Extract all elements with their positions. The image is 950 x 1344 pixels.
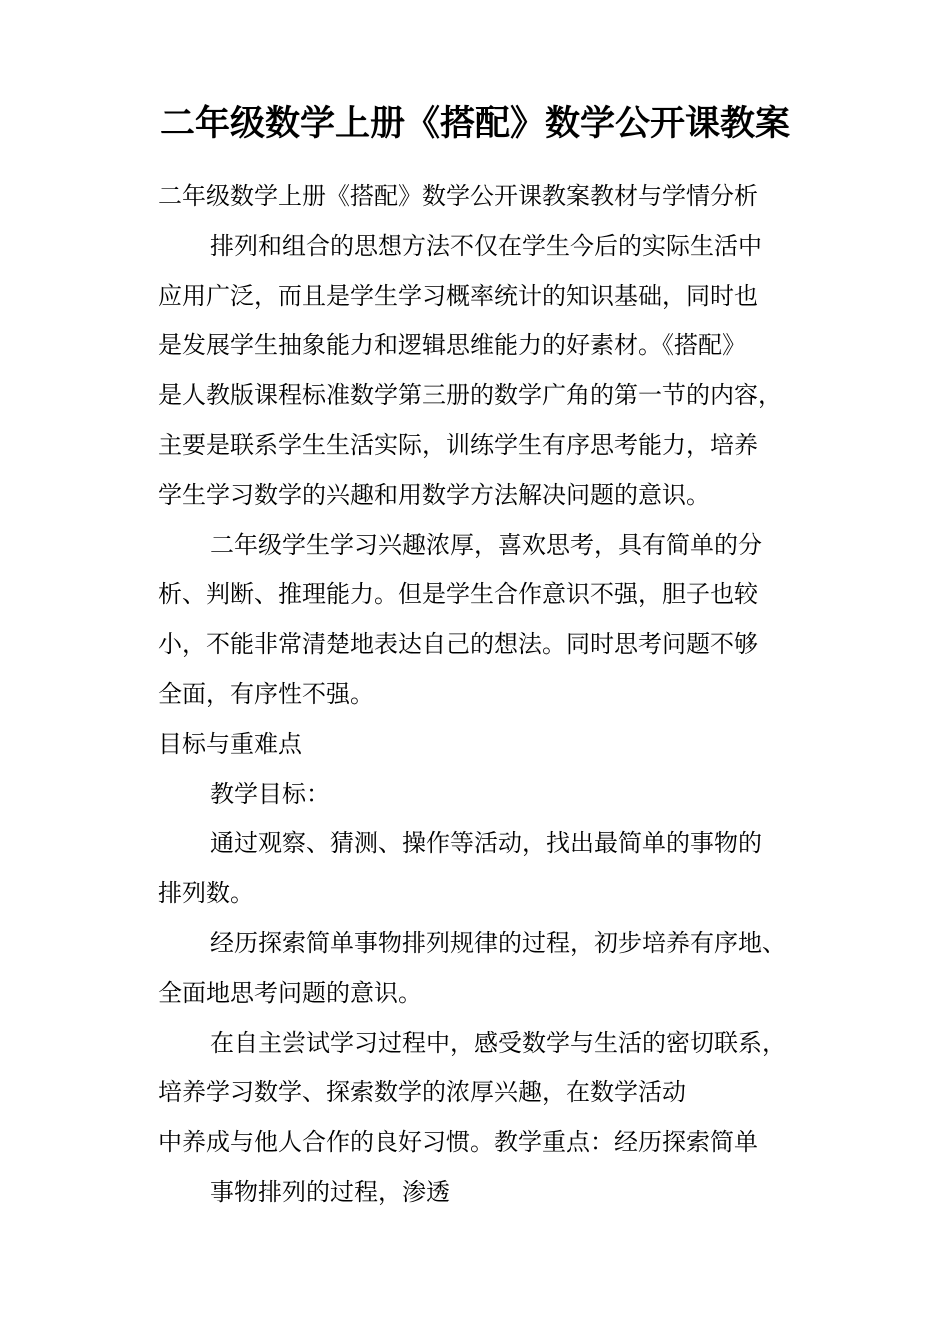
text-line: 是人教版课程标准数学第三册的数学广角的第一节的内容，	[158, 381, 782, 410]
text-line: 二年级数学上册《搭配》数学公开课教案教材与学情分析	[158, 182, 758, 210]
text-line: 小，不能非常清楚地表达自己的想法。同时思考问题不够	[158, 630, 758, 659]
section-heading: 目标与重难点	[158, 729, 302, 758]
text-line: 全面，有序性不强。	[158, 679, 374, 708]
text-line: 二年级学生学习兴趣浓厚，喜欢思考，具有简单的分	[210, 530, 762, 559]
text-line: 学生学习数学的兴趣和用数学方法解决问题的意识。	[158, 480, 710, 509]
text-line: 培养学习数学、探索数学的浓厚兴趣，在数学活动	[158, 1078, 686, 1107]
document-title: 二年级数学上册《搭配》数学公开课教案	[159, 104, 790, 144]
text-line: 事物排列的过程，渗透	[210, 1177, 450, 1206]
text-line: 通过观察、猜测、操作等活动，找出最简单的事物的	[210, 829, 762, 858]
text-line: 析、判断、推理能力。但是学生合作意识不强，胆子也较	[158, 580, 758, 609]
text-line: 在自主尝试学习过程中，感受数学与生活的密切联系，	[210, 1028, 786, 1057]
text-line: 全面地思考问题的意识。	[158, 978, 422, 1007]
text-line: 排列数。	[158, 879, 254, 908]
text-line: 教学目标：	[210, 779, 330, 808]
text-line: 主要是联系学生生活实际，训练学生有序思考能力，培养	[158, 430, 758, 459]
text-line: 排列和组合的思想方法不仅在学生今后的实际生活中	[210, 231, 762, 260]
text-line: 中养成与他人合作的良好习惯。教学重点：经历探索简单	[158, 1128, 758, 1157]
text-line: 经历探索简单事物排列规律的过程，初步培养有序地、	[210, 928, 786, 957]
text-line: 是发展学生抽象能力和逻辑思维能力的好素材。《搭配》	[158, 331, 746, 360]
document-body	[158, 172, 818, 1218]
text-line: 应用广泛，而且是学生学习概率统计的知识基础，同时也	[158, 281, 758, 310]
